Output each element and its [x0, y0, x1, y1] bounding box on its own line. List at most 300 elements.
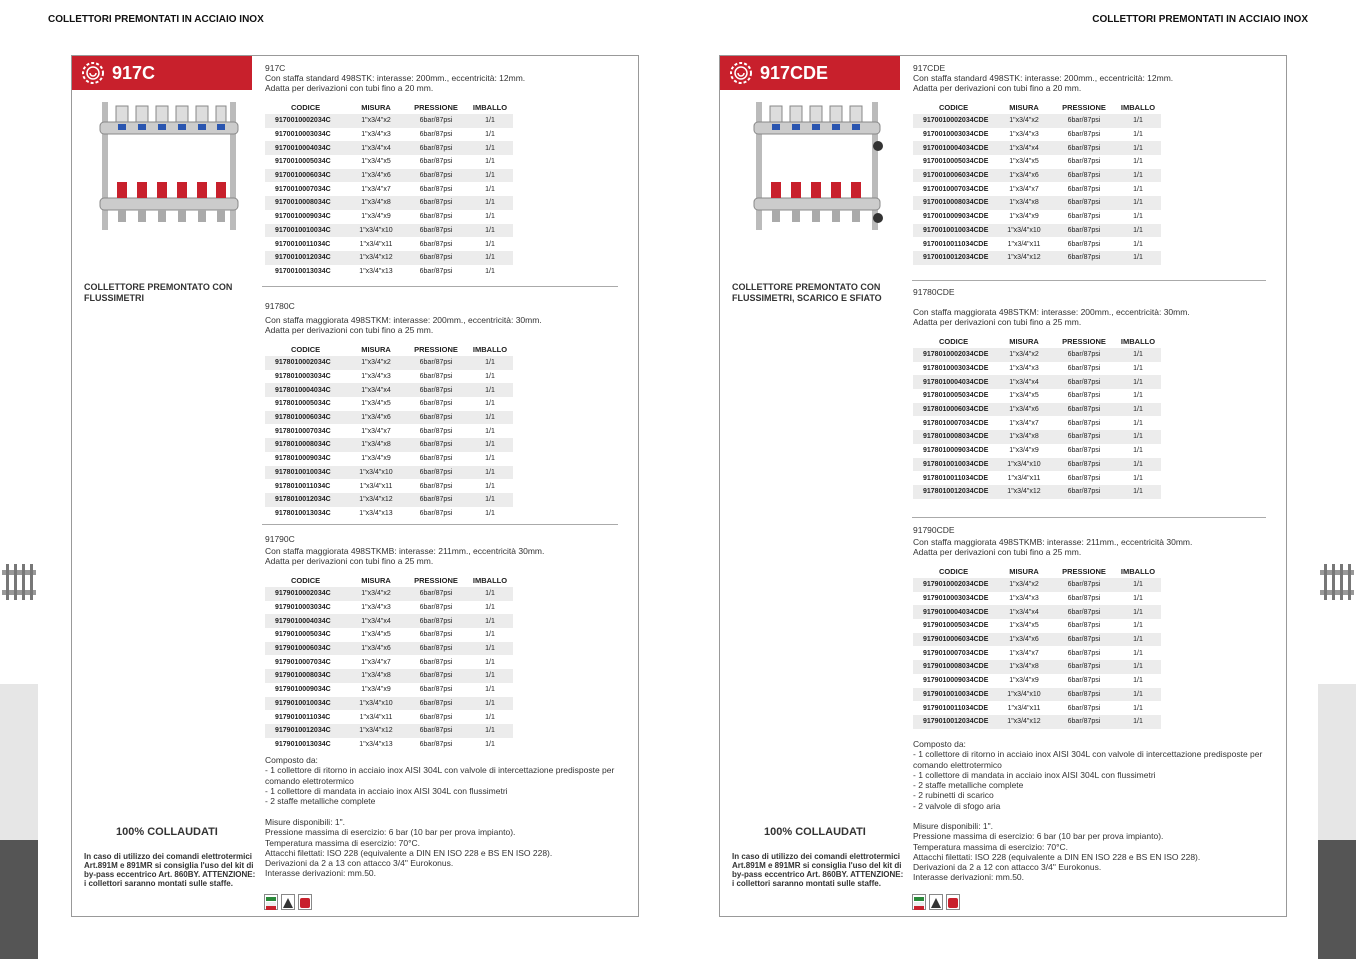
cell-misura: 1"x3/4"x8 [361, 672, 391, 680]
col-codice: CODICE [939, 566, 969, 576]
cell-pressione: 6bar/87psi [419, 468, 453, 476]
cell-codice: 9170010002034C [275, 117, 331, 125]
cell-misura: 1"x3/4"x12 [1007, 488, 1041, 496]
certification-icons [264, 894, 312, 910]
table-row [913, 444, 1161, 458]
table-row [265, 397, 513, 411]
cell-codice: 9178010012034CDE [923, 488, 989, 496]
table-row [265, 710, 513, 724]
section-91790cde [913, 525, 1273, 729]
cell-misura: 1"x3/4"x3 [1009, 131, 1039, 139]
table-row [913, 458, 1161, 472]
cell-codice: 9179010013034C [275, 740, 331, 748]
cell-codice: 9170010002034CDE [923, 117, 989, 125]
cell-pressione: 6bar/87psi [1067, 213, 1101, 221]
table-row [913, 348, 1161, 362]
cell-pressione: 6bar/87psi [1067, 690, 1101, 698]
cell-codice: 9178010003034C [275, 373, 331, 381]
cell-misura: 1"x3/4"x9 [1009, 213, 1039, 221]
cell-pressione: 6bar/87psi [1067, 581, 1101, 589]
cell-imballo: 1/1 [485, 645, 495, 653]
cell-codice: 9170010005034C [275, 158, 331, 166]
table-row [265, 424, 513, 438]
cell-misura: 1"x3/4"x3 [1009, 595, 1039, 603]
cell-pressione: 6bar/87psi [419, 400, 453, 408]
col-codice: CODICE [291, 344, 321, 354]
cell-codice: 9178010005034C [275, 400, 331, 408]
table-row [265, 141, 513, 155]
cell-pressione: 6bar/87psi [419, 604, 453, 612]
table-row [913, 619, 1161, 633]
cell-imballo: 1/1 [1133, 158, 1143, 166]
cell-pressione: 6bar/87psi [419, 386, 453, 394]
cell-codice: 9179010004034CDE [923, 608, 989, 616]
section-91780c [265, 301, 625, 520]
cell-misura: 1"x3/4"x4 [1009, 144, 1039, 152]
cell-misura: 1"x3/4"x12 [1007, 718, 1041, 726]
cell-imballo: 1/1 [485, 686, 495, 694]
cell-misura: 1"x3/4"x6 [1009, 406, 1039, 414]
table-row [913, 485, 1161, 499]
cell-misura: 1"x3/4"x8 [1009, 433, 1039, 441]
table-row [913, 430, 1161, 444]
cell-codice: 9178010006034C [275, 414, 331, 422]
product-card-917cde [719, 55, 1287, 917]
cell-codice: 9170010003034CDE [923, 131, 989, 139]
cell-imballo: 1/1 [1133, 649, 1143, 657]
col-misura: MISURA [1009, 566, 1039, 576]
table-header [265, 573, 513, 587]
cell-imballo: 1/1 [1133, 378, 1143, 386]
text-line: - 2 valvole di sfogo aria [913, 800, 1001, 811]
cell-codice: 9178010004034C [275, 386, 331, 394]
cell-imballo: 1/1 [485, 590, 495, 598]
cell-imballo: 1/1 [485, 172, 495, 180]
manifold-thumbnail-left [0, 560, 38, 610]
cell-pressione: 6bar/87psi [1067, 649, 1101, 657]
cell-misura: 1"x3/4"x12 [359, 496, 393, 504]
text-line: - 1 collettore di ritorno in acciaio inox AISI 304L con valvole di intercettazione predisposte per [913, 749, 1263, 760]
cell-misura: 1"x3/4"x2 [361, 359, 391, 367]
cell-misura: 1"x3/4"x3 [361, 131, 391, 139]
cell-misura: 1"x3/4"x5 [1009, 158, 1039, 166]
cell-pressione: 6bar/87psi [1067, 392, 1101, 400]
cell-imballo: 1/1 [1133, 447, 1143, 455]
cell-pressione: 6bar/87psi [1067, 474, 1101, 482]
col-codice: CODICE [291, 102, 321, 112]
table-row [913, 375, 1161, 389]
table-row [265, 628, 513, 642]
col-imballo: IMBALLO [1120, 102, 1156, 112]
cell-imballo: 1/1 [1133, 406, 1143, 414]
cell-codice: 9170010008034CDE [923, 199, 989, 207]
cell-pressione: 6bar/87psi [419, 213, 453, 221]
quality-mark-icon [946, 894, 960, 910]
cell-misura: 1"x3/4"x5 [1009, 622, 1039, 630]
cell-imballo: 1/1 [1133, 144, 1143, 152]
cell-codice: 9178010006034CDE [923, 406, 989, 414]
cell-codice: 9179010005034C [275, 631, 331, 639]
cell-misura: 1"x3/4"x11 [359, 713, 393, 721]
cell-codice: 9179010002034C [275, 590, 331, 598]
cell-imballo: 1/1 [1133, 351, 1143, 359]
cell-codice: 9179010010034C [275, 699, 331, 707]
cell-imballo: 1/1 [1133, 608, 1143, 616]
table-row [265, 493, 513, 507]
table-row [265, 182, 513, 196]
cell-pressione: 6bar/87psi [1067, 351, 1101, 359]
cell-pressione: 6bar/87psi [419, 455, 453, 463]
cell-codice: 9179010006034CDE [923, 636, 989, 644]
cell-pressione: 6bar/87psi [1067, 158, 1101, 166]
text-line: comando elettrotermico [265, 775, 354, 786]
table-row [913, 128, 1161, 142]
cell-imballo: 1/1 [1133, 581, 1143, 589]
text-line: Attacchi filettati: ISO 228 (equivalente a DIN EN ISO 228 e BS EN ISO 228). [265, 847, 553, 858]
cell-misura: 1"x3/4"x10 [359, 468, 393, 476]
cell-misura: 1"x3/4"x6 [361, 645, 391, 653]
table-row [265, 601, 513, 615]
cell-pressione: 6bar/87psi [1067, 378, 1101, 386]
chapter-number-right: 5 [1332, 650, 1340, 665]
running-header: COLLETTORI PREMONTATI IN ACCIAIO INOX [1092, 14, 1308, 25]
cell-misura: 1"x3/4"x5 [361, 400, 391, 408]
tested-label: 100% COLLAUDATI [764, 826, 866, 838]
section-title: 91780C [265, 301, 295, 311]
cell-pressione: 6bar/87psi [1067, 433, 1101, 441]
table-header [913, 100, 1161, 114]
text-line: - 1 collettore di mandata in acciaio inox AISI 304L con flussimetri [265, 785, 508, 796]
cell-imballo: 1/1 [1133, 460, 1143, 468]
warning-triangle-icon [929, 894, 943, 910]
text-line: Pressione massima di esercizio: 6 bar (10 bar per prova impianto). [265, 827, 516, 838]
cell-misura: 1"x3/4"x13 [359, 740, 393, 748]
cell-misura: 1"x3/4"x10 [1007, 226, 1041, 234]
table-header [913, 564, 1161, 578]
specifications-text [913, 821, 1283, 883]
table-row [265, 169, 513, 183]
table-row [265, 383, 513, 397]
cell-imballo: 1/1 [485, 144, 495, 152]
cell-codice: 9170010004034CDE [923, 144, 989, 152]
cell-misura: 1"x3/4"x5 [361, 158, 391, 166]
cell-misura: 1"x3/4"x6 [1009, 636, 1039, 644]
text-line: - 2 rubinetti di scarico [913, 790, 994, 801]
gear-icon [728, 60, 754, 86]
usage-note: In caso di utilizzo dei comandi elettrotermici Art.891M e 891MR si consiglia l'uso del kit di by-pass eccentrico Art. 860BY. ATTENZIONE: i collettori saranno montati sulle staffe. [84, 852, 256, 888]
cell-misura: 1"x3/4"x6 [1009, 172, 1039, 180]
text-line: Composto da: [265, 755, 318, 765]
cell-codice: 9178010008034CDE [923, 433, 989, 441]
cell-misura: 1"x3/4"x4 [361, 144, 391, 152]
cell-imballo: 1/1 [1133, 254, 1143, 262]
cell-imballo: 1/1 [1133, 488, 1143, 496]
italy-flag-icon [912, 894, 926, 910]
cell-pressione: 6bar/87psi [419, 658, 453, 666]
cell-codice: 9170010003034C [275, 131, 331, 139]
cell-codice: 9170010008034C [275, 199, 331, 207]
cell-codice: 9170010005034CDE [923, 158, 989, 166]
product-card-917c [71, 55, 639, 917]
section-divider [262, 286, 618, 287]
table-row [265, 669, 513, 683]
cell-pressione: 6bar/87psi [1067, 406, 1101, 414]
cell-codice: 9179010011034C [275, 713, 331, 721]
col-imballo: IMBALLO [1120, 336, 1156, 346]
composition-text [265, 755, 635, 806]
cell-pressione: 6bar/87psi [419, 254, 453, 262]
cell-misura: 1"x3/4"x11 [359, 482, 393, 490]
cell-imballo: 1/1 [485, 699, 495, 707]
cell-pressione: 6bar/87psi [1067, 131, 1101, 139]
cell-pressione: 6bar/87psi [419, 427, 453, 435]
cell-pressione: 6bar/87psi [1067, 622, 1101, 630]
col-imballo: IMBALLO [472, 344, 508, 354]
cell-codice: 9179010008034CDE [923, 663, 989, 671]
text-line: Derivazioni da 2 a 12 con attacco 3/4" Eurokonus. [913, 862, 1102, 873]
section-91790c [265, 534, 625, 751]
col-codice: CODICE [939, 336, 969, 346]
cell-imballo: 1/1 [1133, 365, 1143, 373]
cell-misura: 1"x3/4"x8 [1009, 663, 1039, 671]
cell-codice: 9179010009034CDE [923, 677, 989, 685]
cell-codice: 9178010009034CDE [923, 447, 989, 455]
chapter-number-left: 5 [13, 650, 21, 665]
cell-pressione: 6bar/87psi [419, 740, 453, 748]
cell-imballo: 1/1 [485, 359, 495, 367]
cell-codice: 9170010009034CDE [923, 213, 989, 221]
section-title: 91790CDE [913, 525, 955, 535]
cell-imballo: 1/1 [485, 441, 495, 449]
cell-codice: 9170010011034C [275, 240, 331, 248]
cell-pressione: 6bar/87psi [1067, 172, 1101, 180]
cell-codice: 9178010004034CDE [923, 378, 989, 386]
cell-codice: 9170010010034C [275, 226, 331, 234]
table-row [265, 452, 513, 466]
cell-imballo: 1/1 [485, 267, 495, 275]
cell-codice: 9179010009034C [275, 686, 331, 694]
cell-codice: 9170010007034CDE [923, 185, 989, 193]
table-row [913, 592, 1161, 606]
badge-code: 917CDE [760, 62, 829, 83]
cell-pressione: 6bar/87psi [419, 185, 453, 193]
table-row [913, 196, 1161, 210]
table-row [913, 210, 1161, 224]
col-misura: MISURA [361, 575, 391, 585]
cell-pressione: 6bar/87psi [1067, 460, 1101, 468]
cell-misura: 1"x3/4"x4 [361, 386, 391, 394]
table-row [913, 403, 1161, 417]
table-row [265, 724, 513, 738]
text-line: Misure disponibili: 1". [913, 821, 994, 831]
cell-pressione: 6bar/87psi [419, 199, 453, 207]
cell-pressione: 6bar/87psi [1067, 117, 1101, 125]
spec-table [913, 564, 1161, 729]
cell-imballo: 1/1 [1133, 622, 1143, 630]
section-91780cde [913, 287, 1273, 499]
cell-pressione: 6bar/87psi [419, 373, 453, 381]
cell-codice: 9178010002034CDE [923, 351, 989, 359]
cell-pressione: 6bar/87psi [419, 672, 453, 680]
page-left [38, 0, 678, 959]
cell-misura: 1"x3/4"x4 [1009, 608, 1039, 616]
italy-flag-icon [264, 894, 278, 910]
cell-imballo: 1/1 [1133, 433, 1143, 441]
cell-codice: 9170010007034C [275, 185, 331, 193]
cell-pressione: 6bar/87psi [1067, 254, 1101, 262]
table-row [265, 466, 513, 480]
spec-table [265, 573, 513, 751]
col-imballo: IMBALLO [472, 102, 508, 112]
table-body [265, 114, 513, 278]
cell-codice: 9179010012034CDE [923, 718, 989, 726]
section-title: 917C [265, 63, 286, 73]
table-row [265, 507, 513, 521]
cell-codice: 9179010007034CDE [923, 649, 989, 657]
cell-misura: 1"x3/4"x13 [359, 267, 393, 275]
composition-text [913, 739, 1283, 811]
cell-imballo: 1/1 [485, 658, 495, 666]
cell-misura: 1"x3/4"x2 [361, 590, 391, 598]
cell-misura: 1"x3/4"x2 [361, 117, 391, 125]
table-row [913, 633, 1161, 647]
cell-imballo: 1/1 [485, 427, 495, 435]
cell-imballo: 1/1 [1133, 690, 1143, 698]
text-line: Derivazioni da 2 a 13 con attacco 3/4" Eurokonus. [265, 858, 454, 869]
cell-misura: 1"x3/4"x8 [361, 441, 391, 449]
col-pressione: PRESSIONE [414, 344, 458, 354]
cell-codice: 9170010006034C [275, 172, 331, 180]
cell-codice: 9170010009034C [275, 213, 331, 221]
section-title: 91790C [265, 534, 295, 544]
cell-pressione: 6bar/87psi [419, 496, 453, 504]
cell-codice: 9179010006034C [275, 645, 331, 653]
cell-imballo: 1/1 [485, 199, 495, 207]
col-pressione: PRESSIONE [1062, 336, 1106, 346]
cell-pressione: 6bar/87psi [419, 131, 453, 139]
cell-misura: 1"x3/4"x5 [361, 631, 391, 639]
cell-pressione: 6bar/87psi [1067, 663, 1101, 671]
cell-misura: 1"x3/4"x10 [1007, 690, 1041, 698]
cell-codice: 9178010007034CDE [923, 419, 989, 427]
cell-pressione: 6bar/87psi [1067, 718, 1101, 726]
text-line: Interasse derivazioni: mm.50. [913, 872, 1025, 883]
itap-logo: itap [332, 922, 361, 941]
cell-pressione: 6bar/87psi [1067, 144, 1101, 152]
cell-imballo: 1/1 [1133, 392, 1143, 400]
quality-mark-icon [298, 894, 312, 910]
col-pressione: PRESSIONE [414, 102, 458, 112]
col-misura: MISURA [1009, 102, 1039, 112]
text-line: Temperatura massima di esercizio: 70°C. [913, 841, 1069, 852]
cell-imballo: 1/1 [1133, 131, 1143, 139]
table-row [265, 697, 513, 711]
section-divider [262, 524, 618, 525]
cell-misura: 1"x3/4"x3 [1009, 365, 1039, 373]
cell-imballo: 1/1 [485, 740, 495, 748]
section-title: 917CDE [913, 63, 946, 73]
col-misura: MISURA [1009, 336, 1039, 346]
table-row [265, 370, 513, 384]
cell-imballo: 1/1 [1133, 595, 1143, 603]
section-desc: Con staffa maggiorata 498STKMB: interasse: 211mm., eccentricità 30mm. [913, 537, 1193, 547]
cell-pressione: 6bar/87psi [419, 172, 453, 180]
page-number: 123 [1283, 929, 1300, 940]
cell-misura: 1"x3/4"x11 [359, 240, 393, 248]
specifications-text [265, 817, 635, 879]
cell-codice: 9178010011034CDE [923, 474, 989, 482]
table-header [265, 100, 513, 114]
section-desc: Adatta per derivazioni con tubi fino a 20 mm. [913, 83, 1082, 93]
cell-misura: 1"x3/4"x7 [1009, 649, 1039, 657]
cell-codice: 9179010004034C [275, 617, 331, 625]
table-row [913, 701, 1161, 715]
cell-misura: 1"x3/4"x12 [359, 727, 393, 735]
table-row [913, 362, 1161, 376]
table-row [913, 141, 1161, 155]
cell-pressione: 6bar/87psi [1067, 185, 1101, 193]
cell-pressione: 6bar/87psi [1067, 240, 1101, 248]
table-row [265, 683, 513, 697]
text-line: Composto da: [913, 739, 966, 749]
cell-codice: 9178010003034CDE [923, 365, 989, 373]
cell-codice: 9178010005034CDE [923, 392, 989, 400]
text-line: - 1 collettore di mandata in acciaio inox AISI 304L con flussimetri [913, 769, 1156, 780]
table-row [265, 210, 513, 224]
cell-pressione: 6bar/87psi [419, 590, 453, 598]
cell-codice: 9179010008034C [275, 672, 331, 680]
cell-imballo: 1/1 [1133, 117, 1143, 125]
cell-misura: 1"x3/4"x2 [1009, 351, 1039, 359]
cell-misura: 1"x3/4"x3 [361, 604, 391, 612]
cell-misura: 1"x3/4"x9 [361, 213, 391, 221]
certification-icons [912, 894, 960, 910]
section-desc: Adatta per derivazioni con tubi fino a 25 mm. [265, 556, 434, 566]
table-row [265, 655, 513, 669]
manifold-thumbnail-right [1318, 560, 1356, 610]
col-imballo: IMBALLO [1120, 566, 1156, 576]
cell-pressione: 6bar/87psi [1067, 447, 1101, 455]
cell-pressione: 6bar/87psi [1067, 677, 1101, 685]
cell-pressione: 6bar/87psi [419, 686, 453, 694]
table-row [913, 416, 1161, 430]
col-imballo: IMBALLO [472, 575, 508, 585]
cell-codice: 9178010011034C [275, 482, 331, 490]
cell-pressione: 6bar/87psi [1067, 608, 1101, 616]
text-line: - 2 staffe metalliche complete [913, 780, 1024, 791]
cell-codice: 9170010012034C [275, 254, 331, 262]
cell-imballo: 1/1 [1133, 240, 1143, 248]
cell-codice: 9170010012034CDE [923, 254, 989, 262]
product-title: COLLETTORE PREMONTATO CON FLUSSIMETRI [84, 282, 233, 303]
product-title: COLLETTORE PREMONTATO CON FLUSSIMETRI, SCARICO E SFIATO [732, 282, 882, 303]
cell-misura: 1"x3/4"x11 [1007, 704, 1041, 712]
cell-codice: 9179010003034C [275, 604, 331, 612]
table-row [913, 660, 1161, 674]
section-desc: Adatta per derivazioni con tubi fino a 25 mm. [265, 325, 434, 335]
table-row [913, 674, 1161, 688]
cell-imballo: 1/1 [1133, 419, 1143, 427]
table-row [913, 251, 1161, 265]
cell-misura: 1"x3/4"x8 [1009, 199, 1039, 207]
col-codice: CODICE [939, 102, 969, 112]
cell-imballo: 1/1 [485, 727, 495, 735]
cell-pressione: 6bar/87psi [1067, 365, 1101, 373]
cell-misura: 1"x3/4"x12 [359, 254, 393, 262]
badge-code: 917C [112, 62, 156, 83]
cell-misura: 1"x3/4"x4 [361, 617, 391, 625]
cell-imballo: 1/1 [485, 482, 495, 490]
